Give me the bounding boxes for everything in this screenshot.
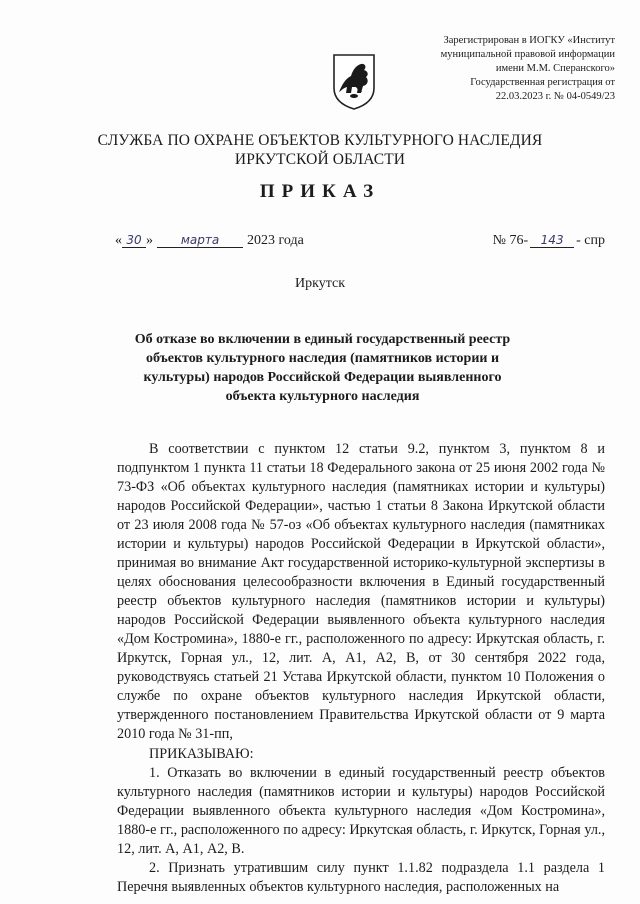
order-number bbox=[493, 233, 605, 249]
registration-stamp bbox=[375, 34, 615, 104]
agency-name bbox=[0, 131, 640, 169]
irkutsk-coat-of-arms-icon bbox=[330, 52, 378, 110]
document-type-title: ПРИКАЗ bbox=[259, 181, 381, 202]
registration-line: имени М.М. Сперанского» bbox=[495, 63, 615, 74]
agency-name-line2: ИРКУТСКОЙ ОБЛАСТИ bbox=[234, 151, 406, 168]
preamble-paragraph: В соответствии с пунктом 12 статьи 9.2, пунктом 3, пунктом 8 и подпунктом 1 пункта 11 статьи 18 Федерального закона от 25 июня 2002 года № 73-ФЗ «Об объектах культурного наследия (памятниках истории и культуры) народов Российской Федерации», частью 1 статьи 8 Закона Иркутской области от 23 июля 2008 года № 57-оз «Об объектах культурного наследия (памятниках истории и культуры) народов Российской Федерации в Иркутской области», принимая во внимание Акт государственной историко-культурной экспертизы в целях обоснования целесообразности включения в Единый государственный реестр объектов культурного наследия (памятников истории и культуры) народов Российской Федерации выявленного объекта культурного наследия «Дом Костромина», 1880-е гг., расположенного по адресу: Иркутская область, г. Иркутск, Горная ул., 12, лит. А, А1, А2, В, от 30 сентября 2022 года, руководствуясь статьей 21 Устава Иркутской области, пунктом 10 Положения о службе по охране объектов культурного наследия Иркутской области, утвержденного постановлением Правительства Иркутской области от 9 марта 2010 года № 31-пп, bbox=[117, 441, 605, 742]
registration-line: Зарегистрирован в ИОГКУ «Институт bbox=[443, 35, 615, 46]
date-month-handwritten: марта bbox=[157, 234, 243, 248]
order-item-1: 1. Отказать во включении в единый государственный реестр объектов культурного наследия (памятников истории и культуры) народов Российской Федерации выявленного объекта культурного наследия «Дом Костромина», 1880-е гг., расположенного по адресу: Иркутская область, г. Иркутск, Горная ул., 12, лит. А, А1, А2, В. bbox=[117, 765, 605, 857]
order-number-prefix: № 76- bbox=[492, 233, 529, 248]
registration-line: 22.03.2023 г. № 04-0549/23 bbox=[495, 91, 615, 102]
order-item-2: 2. Признать утратившим силу пункт 1.1.82 подраздела 1.1 раздела 1 Перечня выявленных объектов культурного наследия, расположенных на bbox=[117, 860, 605, 895]
agency-name-line1: СЛУЖБА ПО ОХРАНЕ ОБЪЕКТОВ КУЛЬТУРНОГО НАСЛЕДИЯ bbox=[97, 132, 543, 149]
date-day-handwritten: 30 bbox=[122, 234, 146, 248]
order-heading: Об отказе во включении в единый государственный реестр объектов культурного наследия (памятников истории и культуры) народов Российской Федерации выявленного объекта культурного наследия bbox=[134, 332, 511, 404]
order-word: ПРИКАЗЫВАЮ: bbox=[149, 746, 254, 762]
registration-line: муниципальной правовой информации bbox=[440, 49, 615, 60]
date-year: 2023 года bbox=[247, 233, 304, 248]
date-number-line bbox=[115, 233, 605, 255]
order-number-handwritten: 143 bbox=[530, 234, 574, 248]
order-date bbox=[115, 233, 304, 249]
order-body bbox=[117, 440, 605, 897]
date-close-quote: » bbox=[146, 233, 153, 248]
city-name: Иркутск bbox=[294, 276, 346, 291]
order-number-suffix: - спр bbox=[576, 233, 605, 248]
date-open-quote: « bbox=[115, 233, 122, 248]
registration-line: Государственная регистрация от bbox=[470, 77, 615, 88]
